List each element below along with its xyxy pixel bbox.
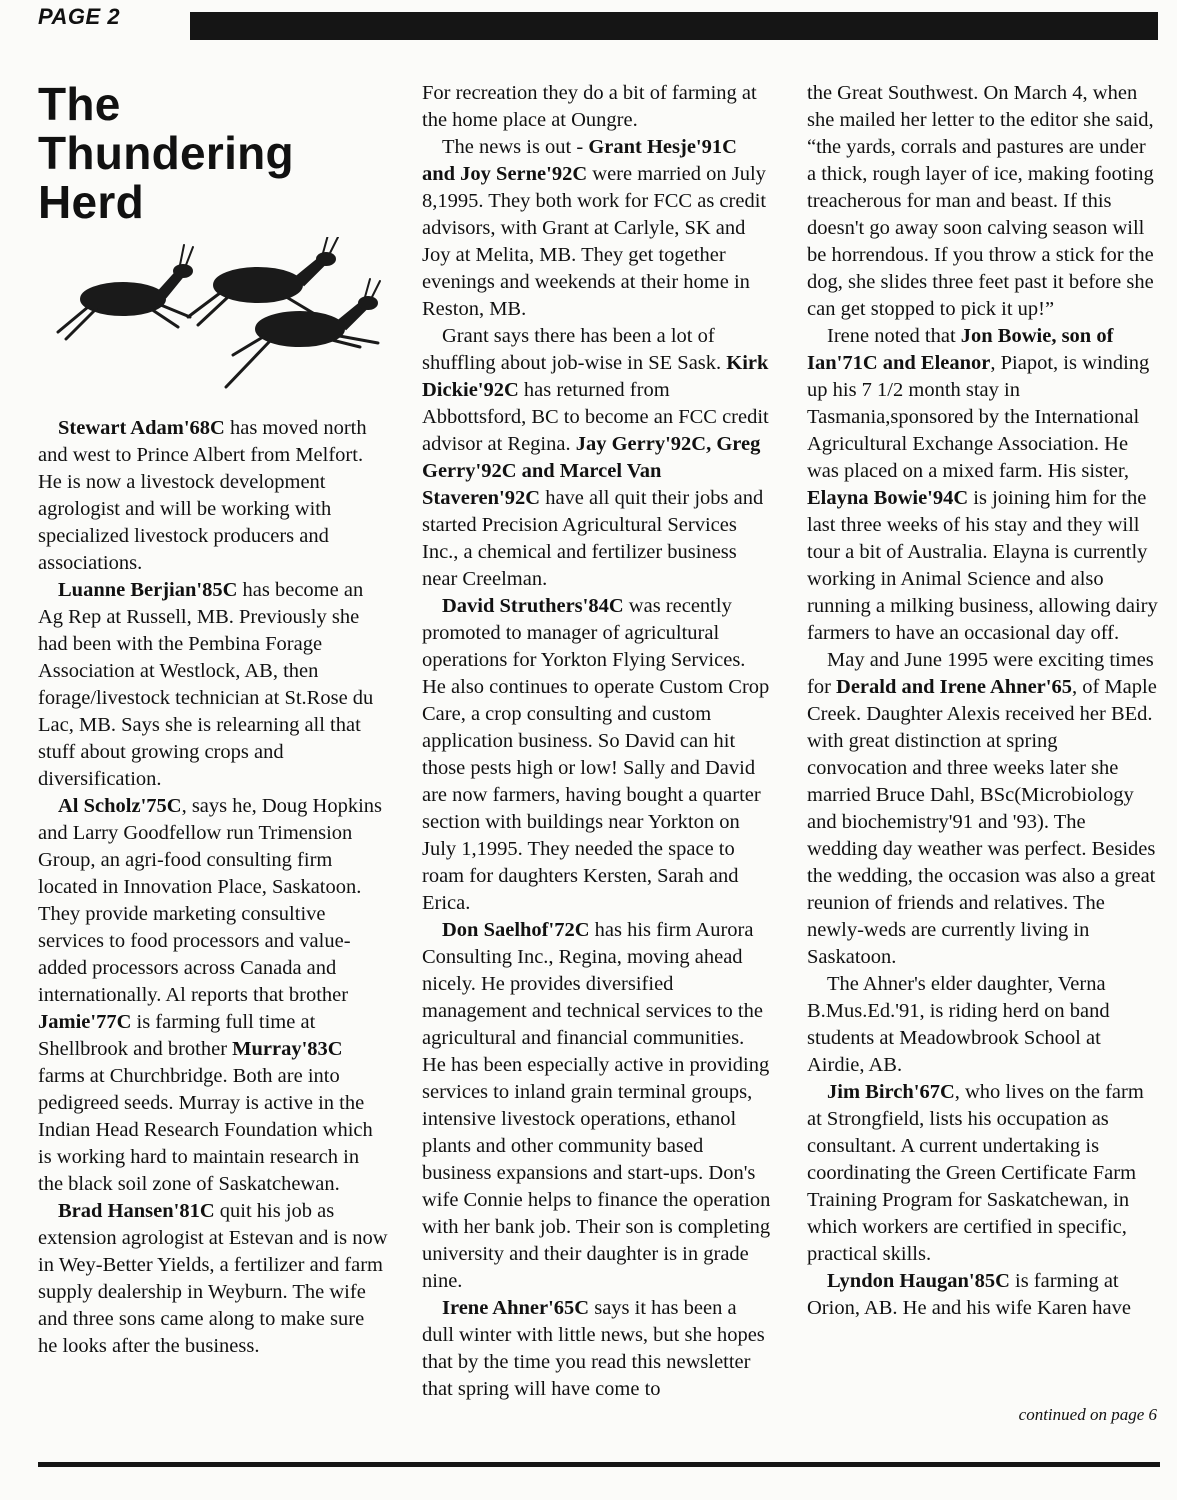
paragraph-text: is joining him for the last three weeks of his stay and they will tour a bit of Australia. Elayna is currently working in Animal Science and also running a milking business, allowing dairy farmers to have an occasional day off. — [807, 487, 1158, 644]
header-bar — [190, 12, 1158, 40]
person-name: Luanne Berjian'85C — [58, 579, 238, 601]
paragraph — [38, 1198, 388, 1360]
paragraph-text: is farming full time at Shellbrook and brother — [38, 1011, 316, 1060]
paragraph-text: has become an Ag Rep at Russell, MB. Previously she had been with the Pembina Forage Association at Westlock, AB, then forage/livestock technician at St.Rose du Lac, MB. Says she is relearning all that stuff about growing crops and diversification. — [38, 579, 374, 790]
person-name: Elayna Bowie'94C — [807, 487, 969, 509]
paragraph-text: The Ahner's elder daughter, Verna B.Mus.Ed.'91, is riding herd on band students at Meadowbrook School at Airdie, AB. — [807, 973, 1110, 1076]
title-line-1: The — [38, 80, 121, 130]
person-name: Brad Hansen'81C — [58, 1200, 215, 1222]
paragraph — [422, 134, 772, 323]
paragraph-text: For recreation they do a bit of farming at the home place at Oungre. — [422, 82, 757, 131]
paragraph — [422, 80, 772, 134]
paragraph — [422, 917, 772, 1295]
title-line-3: Herd — [38, 176, 145, 228]
paragraph-text: Irene noted that — [827, 325, 961, 347]
paragraph — [807, 1268, 1159, 1322]
paragraph-text: has moved north and west to Prince Albert from Melfort. He is now a livestock development agrologist and will be working with specialized livestock producers and associations. — [38, 417, 367, 574]
paragraph-text: the Great Southwest. On March 4, when she mailed her letter to the editor she said, “the yards, corrals and pastures are under a thick, rough layer of ice, making footing treacherous for man and beast. If this doesn't go away soon calving season will be horrendous. If you throw a stick for the dog, she slides three feet past it before she can get stopped to pick it up!” — [807, 82, 1154, 320]
paragraph — [38, 793, 388, 1198]
paragraph — [807, 323, 1159, 647]
paragraph-text: May and June 1995 were exciting times for — [807, 649, 1154, 698]
person-name: Kirk Dickie'92C — [422, 352, 769, 401]
paragraph — [422, 593, 772, 917]
person-name: Don Saelhof'72C — [442, 919, 590, 941]
paragraph-text: has his firm Aurora Consulting Inc., Regina, moving ahead nicely. He provides diversified management and technical services to the agricultural and financial communities. He has been especially active in providing services to inland grain terminal groups, intensive livestock operations, ethanol plants and other community based business expansions and start-ups. Don's wife Connie helps to finance the operation with her bank job. Their son is completing university and their daughter is in grade nine. — [422, 919, 771, 1292]
paragraph — [807, 647, 1159, 971]
footer-rule — [38, 1462, 1160, 1467]
column-2 — [422, 80, 772, 1405]
paragraph — [422, 323, 772, 593]
paragraph — [38, 577, 388, 793]
person-name: Murray'83C — [232, 1038, 343, 1060]
paragraph-text: , says he, Doug Hopkins and Larry Goodfellow run Trimension Group, an agri-food consulting firm located in Innovation Place, Saskatoon. They provide marketing consultive services to food processors and value-added processors across Canada and internationally. Al reports that brother — [38, 795, 383, 1006]
title-line-2: Thundering — [38, 127, 294, 179]
column-1 — [38, 80, 388, 1405]
person-name: Jay Gerry'92C, Greg Gerry'92C and Marcel Van Staveren'92C — [422, 433, 761, 509]
person-name: Al Scholz'75C — [58, 795, 182, 817]
paragraph — [807, 80, 1159, 323]
paragraph — [807, 971, 1159, 1079]
person-name: Derald and Irene Ahner'65 — [836, 676, 1072, 698]
paragraph — [807, 1079, 1159, 1268]
paragraph-text: were married on July 8,1995. They both work for FCC as credit advisors, with Grant at Carlyle, SK and Joy at Melita, MB. They get together evenings and weekends at their home in Reston, MB. — [422, 163, 767, 320]
paragraph-text: The news is out - — [442, 136, 589, 158]
paragraph-text: , of Maple Creek. Daughter Alexis received her BEd. with great distinction at spring convocation and three weeks later she married Bruce Dahl, BSc(Microbiology and biochemistry'91 and '93). The wedding day weather was perfect. Besides the wedding, the occasion was also a great reunion of friends and relatives. The newly-weds are currently living in Saskatoon. — [807, 676, 1157, 968]
paragraph-text: , who lives on the farm at Strongfield, lists his occupation as consultant. A current undertaking is coordinating the Green Certificate Farm Training Program for Saskatchewan, in which workers are certified in specific, practical skills. — [807, 1081, 1144, 1265]
page-label: PAGE 2 — [38, 4, 121, 29]
person-name: Stewart Adam'68C — [58, 417, 225, 439]
paragraph-text: , Piapot, is winding up his 7 1/2 month stay in Tasmania,sponsored by the International Agricultural Exchange Association. He was placed on a mixed farm. His sister, — [807, 352, 1150, 482]
paragraph-text: was recently promoted to manager of agricultural operations for Yorkton Flying Services. He also continues to operate Custom Crop Care, a crop consulting and custom application business. So David can hit those pests high or low! Sally and David are now farmers, having bought a quarter section with buildings near Yorkton on July 1,1995. They needed the space to roam for daughters Kersten, Sarah and Erica. — [422, 595, 770, 914]
person-name: Grant Hesje'91C and Joy Serne'92C — [422, 136, 737, 185]
person-name: Jon Bowie, son of Ian'71C and Eleanor — [807, 325, 1114, 374]
paragraph-text: farms at Churchbridge. Both are into pedigreed seeds. Murray is active in the Indian Head Research Foundation which is working hard to maintain research in the black soil zone of Saskatchewan. — [38, 1065, 373, 1195]
paragraph-text: have all quit their jobs and started Precision Agricultural Services Inc., a chemical and fertilizer business near Creelman. — [422, 487, 764, 590]
paragraph-text: quit his job as extension agrologist at Estevan and is now in Wey-Better Yields, a fertilizer and farm supply dealership in Weyburn. The wife and three sons came along to make sure he looks after the business. — [38, 1200, 388, 1357]
column-3 — [807, 80, 1159, 1405]
paragraph — [422, 1295, 772, 1403]
paragraph-text: says it has been a dull winter with little news, but she hopes that by the time you read this newsletter that spring will have come to — [422, 1297, 765, 1400]
continued-note: continued on page 6 — [1018, 1405, 1157, 1424]
paragraph — [38, 415, 388, 577]
person-name: Jim Birch'67C — [827, 1081, 955, 1103]
person-name: Lyndon Haugan'85C — [827, 1270, 1010, 1292]
paragraph-text: has returned from Abbottsford, BC to become an FCC credit advisor at Regina. — [422, 379, 769, 455]
paragraph-text: Grant says there has been a lot of shuffling about job-wise in SE Sask. — [422, 325, 727, 374]
antelope-herd-icon — [38, 237, 388, 397]
person-name: David Struthers'84C — [442, 595, 624, 617]
person-name: Jamie'77C — [38, 1011, 132, 1033]
paragraph-text: is farming at Orion, AB. He and his wife Karen have — [807, 1270, 1131, 1319]
article-title — [38, 80, 388, 227]
person-name: Irene Ahner'65C — [442, 1297, 590, 1319]
